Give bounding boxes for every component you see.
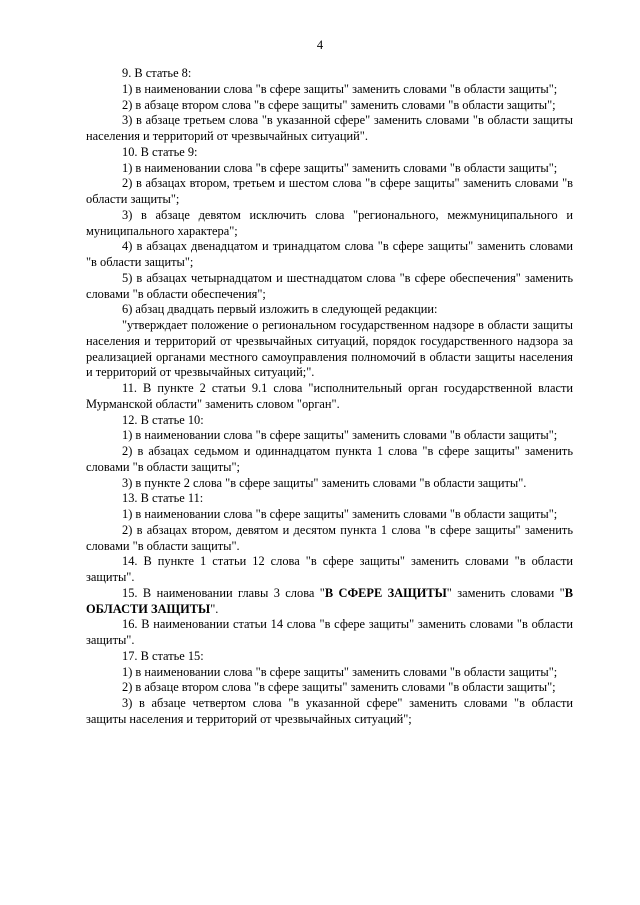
paragraph: 13. В статье 11: — [122, 491, 204, 506]
paragraph: 2) в абзацах седьмом и одиннадцатом пункта 1 слова "в сфере защиты" заменить словами "в области защиты"; — [86, 444, 573, 474]
paragraph: 3) в абзаце четвертом слова "в указанной сфере" заменить словами "в области защиты населения и территорий от чрезвычайных ситуаций"; — [86, 696, 573, 726]
paragraph: 12. В статье 10: — [122, 412, 204, 427]
paragraph: 1) в наименовании слова "в сфере защиты" заменить словами "в области защиты"; — [122, 160, 558, 175]
paragraph: 3) в абзаце девятом исключить слова "регионального, межмуниципального и муниципального характера"; — [86, 207, 573, 238]
paragraph: 9. В статье 8: — [122, 66, 192, 80]
paragraph: 2) в абзаце втором слова "в сфере защиты" заменить словами "в области защиты"; — [122, 680, 556, 695]
paragraph: 6) абзац двадцать первый изложить в следующей редакции: — [122, 302, 438, 317]
paragraph: 2) в абзацах втором, девятом и десятом пункта 1 слова "в сфере защиты" заменить словами "в области защиты". — [86, 522, 573, 553]
paragraph: 1) в наименовании слова "в сфере защиты" заменить словами "в области защиты"; — [122, 81, 558, 96]
paragraph: 2) в абзацах втором, третьем и шестом слова "в сфере защиты" заменить словами "в области защиты"; — [86, 176, 573, 206]
paragraph: "утверждает положение о региональном государственном надзоре в области защиты населения и территорий от чрезвычайных ситуаций, порядок государственного надзора за реализацией органами местного самоуправления полномочий в области защиты населения и территорий от чрезвычайных ситуаций;". — [86, 318, 573, 380]
paragraph: 3) в абзаце третьем слова "в указанной сфере" заменить словами "в области защиты населения и территорий от чрезвычайных ситуаций". — [86, 113, 573, 143]
paragraph: 1) в наименовании слова "в сфере защиты" заменить словами "в области защиты"; — [122, 664, 558, 679]
paragraph: 4) в абзацах двенадцатом и тринадцатом слова "в сфере защиты" заменить словами "в области защиты"; — [86, 239, 573, 269]
paragraph: 1) в наименовании слова "в сфере защиты" заменить словами "в области защиты"; — [122, 507, 558, 521]
text-run: " заменить словами " — [446, 585, 565, 600]
page-number: 4 — [316, 38, 324, 52]
paragraph: 1) в наименовании слова "в сфере защиты" заменить словами "в области защиты"; — [122, 428, 558, 443]
paragraph: 16. В наименовании статьи 14 слова "в сфере защиты" заменить словами "в области защиты". — [86, 617, 573, 647]
paragraph: 17. В статье 15: — [122, 648, 204, 663]
document-body — [86, 66, 573, 728]
text-run: ". — [210, 601, 219, 616]
paragraph: 11. В пункте 2 статьи 9.1 слова "исполнительный орган государственной власти Мурманской области" заменить словом "орган". — [86, 381, 573, 411]
paragraph: 2) в абзаце втором слова "в сфере защиты" заменить словами "в области защиты"; — [122, 97, 556, 112]
bold-phrase: В СФЕРЕ ЗАЩИТЫ — [324, 585, 447, 600]
bold-phrase: В ОБЛАСТИ ЗАЩИТЫ — [86, 585, 573, 616]
paragraph: 10. В статье 9: — [122, 144, 198, 159]
paragraph — [86, 586, 573, 618]
paragraph: 5) в абзацах четырнадцатом и шестнадцатом слова "в сфере обеспечения" заменить словами "в области обеспечения"; — [86, 270, 573, 301]
text-run: 15. В наименовании главы 3 слова " — [122, 585, 325, 600]
paragraph: 3) в пункте 2 слова "в сфере защиты" заменить словами "в области защиты". — [122, 475, 527, 490]
paragraph: 14. В пункте 1 статьи 12 слова "в сфере защиты" заменить словами "в области защиты". — [86, 554, 573, 584]
